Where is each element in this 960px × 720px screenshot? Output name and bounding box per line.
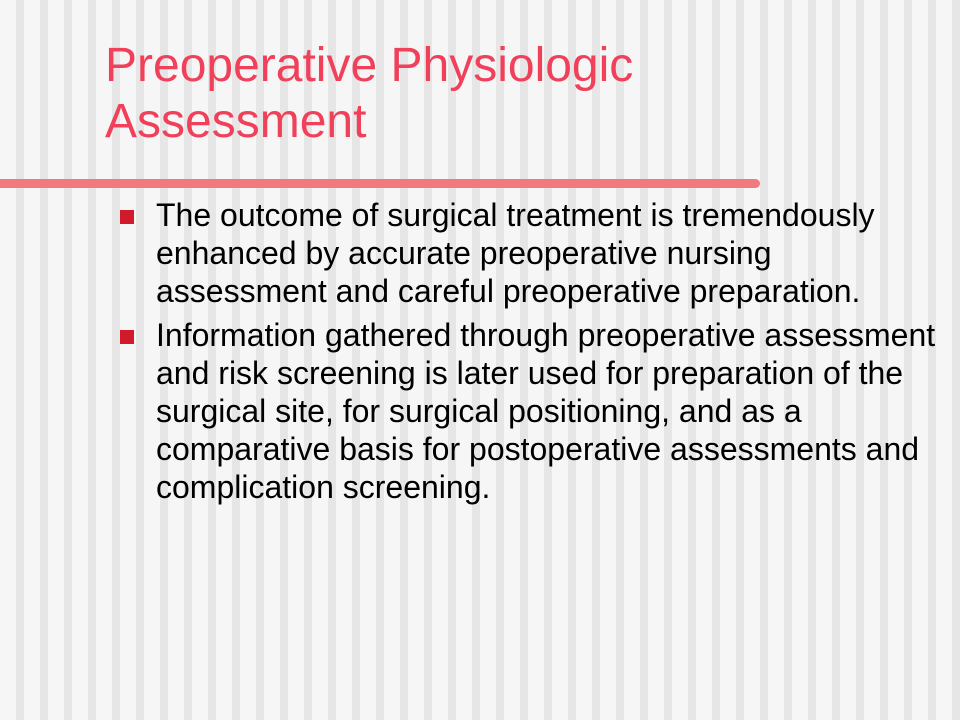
slide-title: Preoperative Physiologic Assessment <box>105 39 634 148</box>
bullet-text: Information gathered through preoperative assessment and risk screening is later used for preparation of the surgical site, for surgical positioning, and as a comparative basis for postoperative assessments and complication screening. <box>156 317 936 505</box>
square-bullet-icon <box>120 210 134 224</box>
bullet-item <box>120 196 940 310</box>
bullet-list <box>120 196 940 512</box>
square-bullet-icon <box>120 330 134 344</box>
bullet-item <box>120 316 940 506</box>
bullet-text: The outcome of surgical treatment is tremendously enhanced by accurate preoperative nursing assessment and careful preoperative preparation. <box>156 197 875 309</box>
title-underline-rule <box>0 179 760 188</box>
